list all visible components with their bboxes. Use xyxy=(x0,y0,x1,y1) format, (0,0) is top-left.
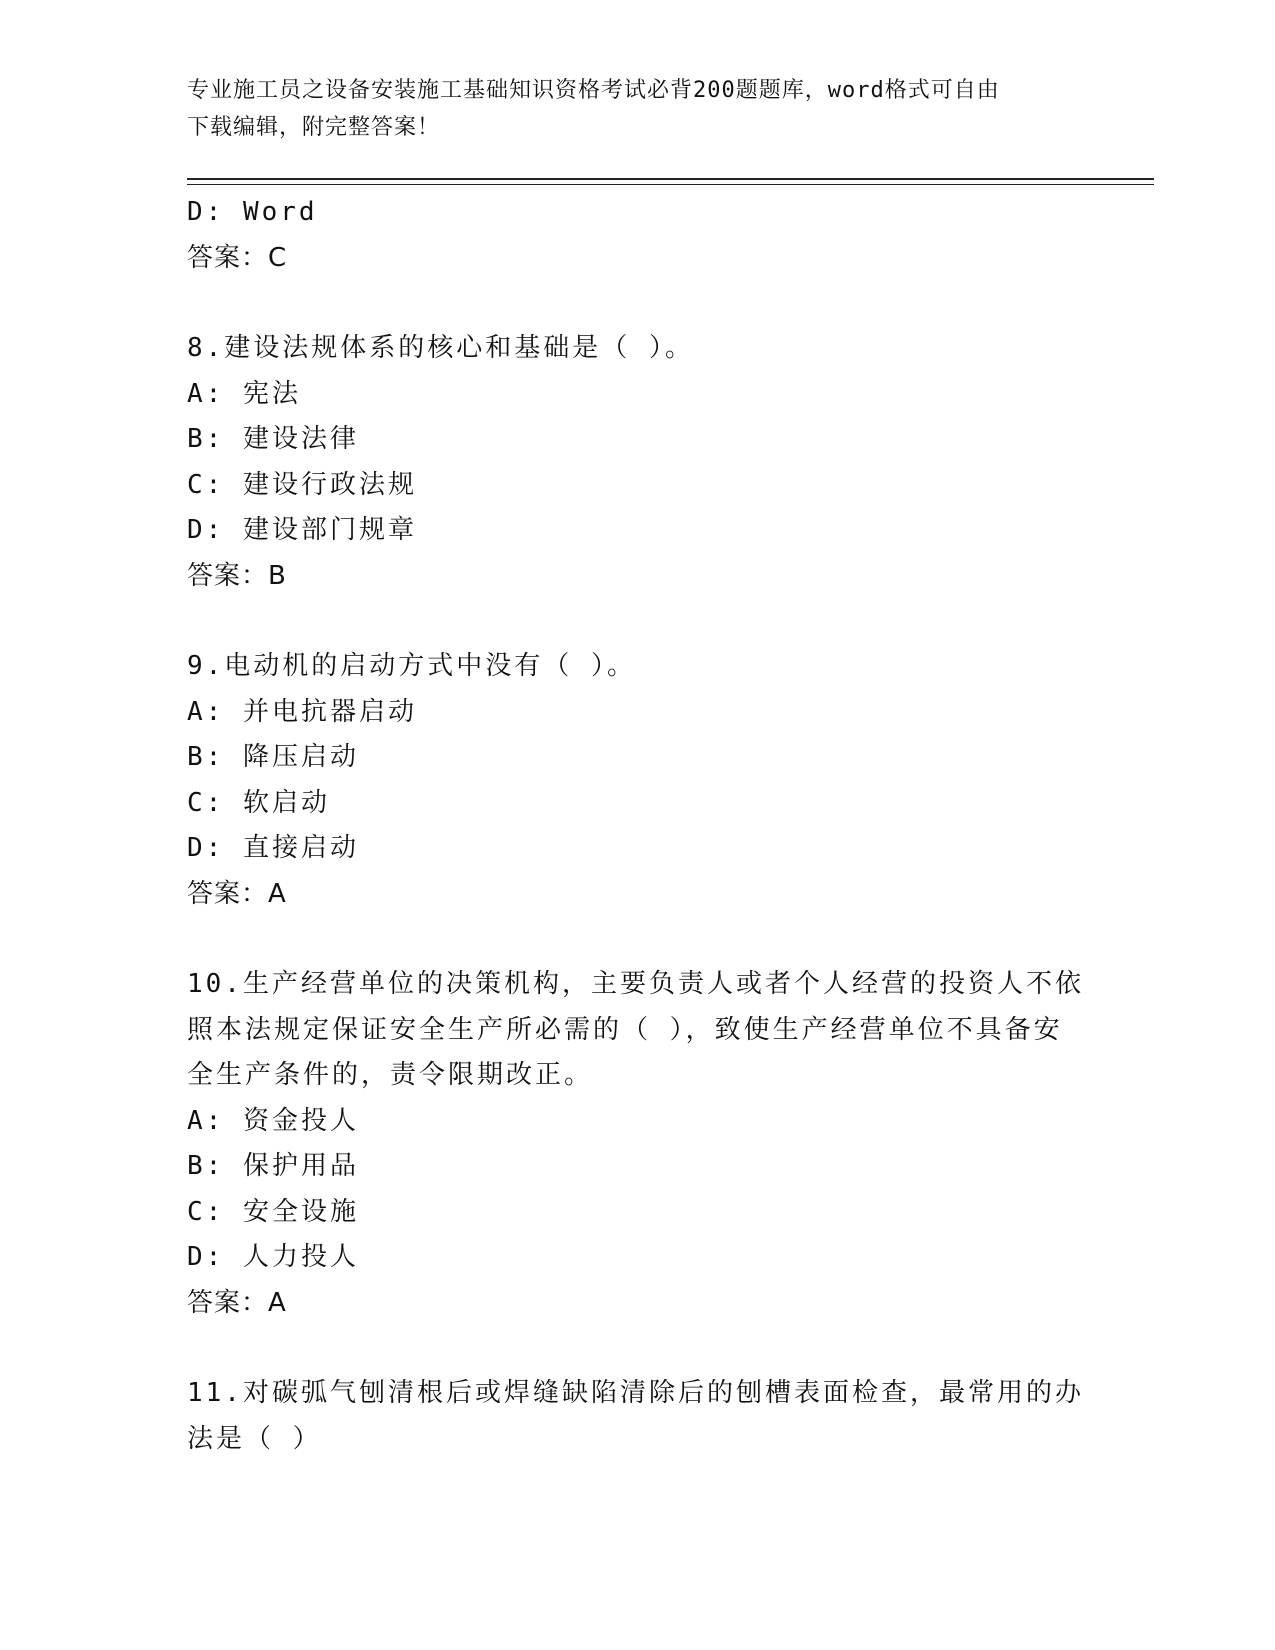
answer-line: 答案：A xyxy=(187,1287,287,1318)
answer-line: 答案：A xyxy=(187,878,287,909)
option-c: C: 软启动 xyxy=(187,787,330,818)
header-divider-thin xyxy=(187,184,1154,185)
header-line-1: 专业施工员之设备安装施工基础知识资格考试必背200题题库，word格式可自由 xyxy=(187,78,1000,103)
question-text: 9.电动机的启动方式中没有（ ）。 xyxy=(187,651,636,681)
question-text-line-1: 11.对碳弧气刨清根后或焊缝缺陷清除后的刨槽表面检查，最常用的办 xyxy=(187,1378,1084,1408)
option-b: B: 降压启动 xyxy=(187,742,359,772)
question-8 xyxy=(187,326,1087,599)
question-text-line-1: 10.生产经营单位的决策机构，主要负责人或者个人经营的投资人不依 xyxy=(187,969,1084,999)
option-d: D: Word xyxy=(187,197,318,227)
option-b: B: 建设法律 xyxy=(187,424,359,454)
question-11 xyxy=(187,1371,1087,1462)
previous-question-tail xyxy=(187,190,1087,281)
header-line-2: 下载编辑，附完整答案！ xyxy=(187,115,441,140)
option-d: D: 建设部门规章 xyxy=(187,515,417,545)
question-text: 8.建设法规体系的核心和基础是（ ）。 xyxy=(187,333,694,363)
option-a: A: 并电抗器启动 xyxy=(187,696,417,727)
question-10 xyxy=(187,962,1087,1326)
question-text-line-2: 法是（ ） xyxy=(187,1423,322,1454)
option-d: D: 人力投人 xyxy=(187,1242,359,1272)
option-a: A: 资金投人 xyxy=(187,1105,359,1136)
option-b: B: 保护用品 xyxy=(187,1151,359,1181)
option-c: C: 建设行政法规 xyxy=(187,469,417,500)
answer-line: 答案：C xyxy=(187,242,288,273)
document-body xyxy=(187,190,1087,1462)
answer-line: 答案：B xyxy=(187,560,287,591)
header-divider-thick xyxy=(187,178,1154,180)
question-9 xyxy=(187,644,1087,917)
question-text-line-2: 照本法规定保证安全生产所必需的（ ），致使生产经营单位不具备安 xyxy=(187,1014,1063,1045)
option-a: A: 宪法 xyxy=(187,378,301,409)
question-text-line-3: 全生产条件的，责令限期改正。 xyxy=(187,1060,594,1090)
option-d: D: 直接启动 xyxy=(187,833,359,863)
document-header xyxy=(187,72,1087,146)
option-c: C: 安全设施 xyxy=(187,1196,359,1227)
